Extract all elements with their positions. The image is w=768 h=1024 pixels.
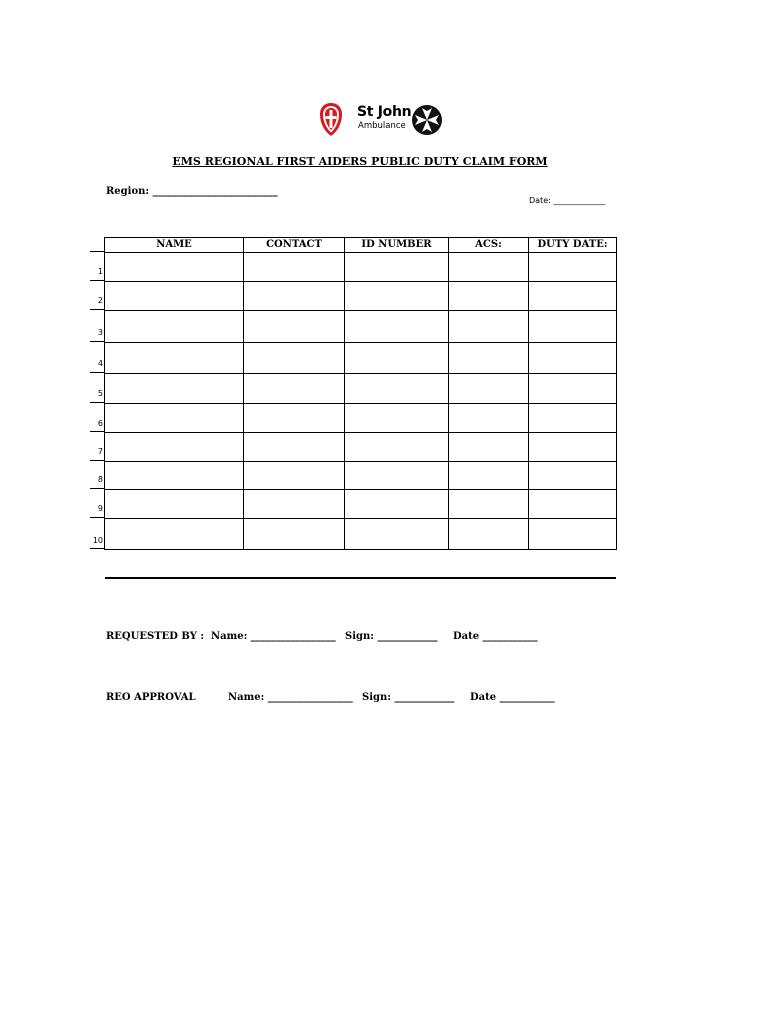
duty-date-cell[interactable]	[529, 253, 617, 282]
id-number-cell[interactable]	[345, 311, 449, 343]
name-cell[interactable]	[105, 374, 244, 404]
acs-cell[interactable]	[449, 462, 529, 490]
name-cell[interactable]	[105, 490, 244, 519]
duty-date-cell[interactable]	[529, 462, 617, 490]
acs-cell[interactable]	[449, 374, 529, 404]
id-number-cell[interactable]	[345, 462, 449, 490]
row-number: 2	[97, 296, 103, 305]
region-field[interactable]: Region: _________________________	[106, 186, 278, 197]
id-number-cell[interactable]	[345, 490, 449, 519]
acs-cell[interactable]	[449, 404, 529, 433]
acs-cell[interactable]	[449, 433, 529, 462]
contact-cell[interactable]	[244, 433, 345, 462]
contact-cell[interactable]	[244, 343, 345, 374]
name-cell[interactable]	[105, 519, 244, 550]
contact-cell[interactable]	[244, 404, 345, 433]
requested-by-sign-field[interactable]: Sign: ____________	[345, 631, 438, 642]
name-cell[interactable]	[105, 462, 244, 490]
row-number-rule	[90, 431, 104, 432]
requested-by-label: REQUESTED BY :	[106, 631, 205, 642]
reo-approval-label: REO APPROVAL	[106, 692, 196, 703]
row-number-rule	[90, 460, 104, 461]
row-number-rule	[90, 488, 104, 489]
duty-date-cell[interactable]	[529, 433, 617, 462]
name-cell[interactable]	[105, 433, 244, 462]
row-number: 10	[92, 536, 103, 545]
requested-by-name-field[interactable]: Name: _________________	[211, 631, 336, 642]
acs-cell[interactable]	[449, 282, 529, 311]
row-number-rule	[90, 517, 104, 518]
header-acs: ACS:	[449, 238, 529, 253]
table-header-row	[105, 238, 617, 253]
contact-cell[interactable]	[244, 253, 345, 282]
acs-cell[interactable]	[449, 343, 529, 374]
duty-date-cell[interactable]	[529, 490, 617, 519]
section-divider	[105, 577, 616, 579]
contact-cell[interactable]	[244, 519, 345, 550]
logo-text-ambulance: Ambulance	[358, 121, 406, 131]
table-row	[105, 433, 617, 462]
row-number-rule	[90, 372, 104, 373]
id-number-cell[interactable]	[345, 374, 449, 404]
row-number-rule	[90, 548, 104, 549]
duty-date-cell[interactable]	[529, 519, 617, 550]
name-cell[interactable]	[105, 253, 244, 282]
reo-approval-sign-field[interactable]: Sign: ____________	[362, 692, 455, 703]
row-number-rule	[90, 251, 104, 252]
id-number-cell[interactable]	[345, 433, 449, 462]
table-row	[105, 404, 617, 433]
acs-cell[interactable]	[449, 519, 529, 550]
duty-date-cell[interactable]	[529, 374, 617, 404]
row-number: 5	[97, 389, 103, 398]
claim-table	[104, 237, 617, 550]
row-number: 7	[97, 447, 103, 456]
row-number: 1	[97, 267, 103, 276]
id-number-cell[interactable]	[345, 404, 449, 433]
header-name: NAME	[105, 238, 244, 253]
row-number: 4	[97, 359, 103, 368]
contact-cell[interactable]	[244, 490, 345, 519]
table-row	[105, 490, 617, 519]
table-row	[105, 343, 617, 374]
form-title: EMS REGIONAL FIRST AIDERS PUBLIC DUTY CLAIM FORM	[172, 155, 548, 168]
name-cell[interactable]	[105, 311, 244, 343]
table-row	[105, 282, 617, 311]
table-row	[105, 253, 617, 282]
row-number-rule	[90, 341, 104, 342]
acs-cell[interactable]	[449, 311, 529, 343]
logo-text-st-john: St John	[357, 104, 412, 120]
duty-date-cell[interactable]	[529, 311, 617, 343]
contact-cell[interactable]	[244, 282, 345, 311]
header-duty-date: DUTY DATE:	[529, 238, 617, 253]
table-row	[105, 311, 617, 343]
row-number-rule	[90, 309, 104, 310]
row-number-rule	[90, 402, 104, 403]
contact-cell[interactable]	[244, 374, 345, 404]
name-cell[interactable]	[105, 282, 244, 311]
name-cell[interactable]	[105, 404, 244, 433]
id-number-cell[interactable]	[345, 343, 449, 374]
reo-approval-date-field[interactable]: Date ___________	[470, 692, 555, 703]
reo-approval-name-field[interactable]: Name: _________________	[228, 692, 353, 703]
duty-date-cell[interactable]	[529, 282, 617, 311]
row-number: 6	[97, 419, 103, 428]
id-number-cell[interactable]	[345, 282, 449, 311]
row-number: 3	[97, 328, 103, 337]
table-row	[105, 374, 617, 404]
contact-cell[interactable]	[244, 462, 345, 490]
id-number-cell[interactable]	[345, 253, 449, 282]
table-row	[105, 462, 617, 490]
acs-cell[interactable]	[449, 253, 529, 282]
header-contact: CONTACT	[244, 238, 345, 253]
duty-date-cell[interactable]	[529, 404, 617, 433]
requested-by-date-field[interactable]: Date ___________	[453, 631, 538, 642]
date-field[interactable]: Date: _____________	[529, 196, 606, 205]
contact-cell[interactable]	[244, 311, 345, 343]
row-number: 8	[97, 475, 103, 484]
id-number-cell[interactable]	[345, 519, 449, 550]
table-row	[105, 519, 617, 550]
name-cell[interactable]	[105, 343, 244, 374]
acs-cell[interactable]	[449, 490, 529, 519]
maltese-cross-badge-icon	[412, 105, 442, 135]
header-id-number: ID NUMBER	[345, 238, 449, 253]
row-number: 9	[97, 504, 103, 513]
st-john-shield-logo-icon	[320, 103, 342, 136]
duty-date-cell[interactable]	[529, 343, 617, 374]
row-number-rule	[90, 280, 104, 281]
